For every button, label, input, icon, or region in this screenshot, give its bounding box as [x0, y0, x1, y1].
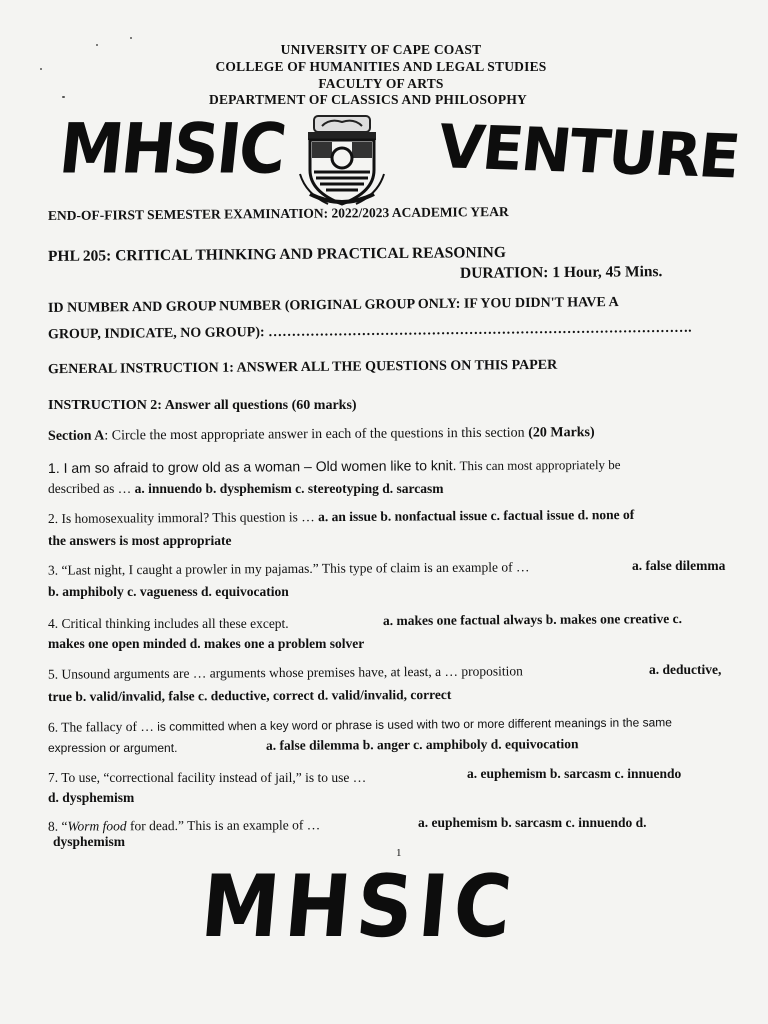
section-a-heading	[48, 425, 595, 445]
question-1-line-1	[48, 456, 621, 477]
watermark-left: MHSIC	[55, 110, 289, 190]
section-a-text: : Circle the most appropriate answer in each of the questions in this section	[104, 425, 529, 444]
question-2-options-2: the answers is most appropriate	[48, 533, 232, 548]
question-6-text-a: 6. The fallacy of …	[47, 718, 158, 735]
question-7-options-2: d. dysphemism	[48, 790, 135, 805]
exam-title: END-OF-FIRST SEMESTER EXAMINATION: 2022/2023 ACADEMIC YEAR	[47, 203, 509, 224]
question-3-option-a: a. false dilemma	[632, 558, 726, 573]
question-8-text-b: for dead.” This is an example of …	[126, 817, 321, 834]
question-1-text: 1. I am so afraid to grow old as a woman – Old women like to knit.	[47, 457, 457, 476]
question-6-line-2	[48, 740, 177, 756]
question-1-text-c: described as …	[48, 481, 135, 496]
section-a-marks: (20 Marks)	[528, 425, 595, 441]
page-number: 1	[396, 847, 402, 859]
question-4-text: 4. Critical thinking includes all these except.	[48, 616, 289, 631]
university-crest-icon	[296, 114, 388, 210]
college-name: COLLEGE OF HUMANITIES AND LEGAL STUDIES	[215, 59, 547, 74]
question-5-option-a: a. deductive,	[649, 662, 722, 677]
department-name: DEPARTMENT OF CLASSICS AND PHILOSOPHY	[209, 92, 527, 107]
question-8-text-a: 8. “	[47, 818, 68, 834]
question-4-options-2: makes one open minded d. makes one a problem solver	[48, 636, 365, 651]
question-8-line-1	[48, 817, 320, 834]
question-5-text: 5. Unsound arguments are … arguments whose premises have, at least, a … proposition	[47, 663, 523, 682]
question-7-text: 7. To use, “correctional facility instead of jail,” is to use …	[48, 770, 367, 785]
question-6-options: a. false dilemma b. anger c. amphiboly d. equivocation	[265, 736, 579, 753]
question-4-options: a. makes one factual always b. makes one creative c.	[382, 610, 683, 629]
faculty-name: FACULTY OF ARTS	[318, 76, 444, 91]
instruction-2: INSTRUCTION 2: Answer all questions (60 marks)	[48, 398, 357, 413]
general-instruction: GENERAL INSTRUCTION 1: ANSWER ALL THE QUESTIONS ON THIS PAPER	[47, 357, 558, 378]
question-8-options-2: dysphemism	[53, 834, 126, 849]
question-6-line-1	[48, 714, 672, 735]
id-number-line-2: GROUP, INDICATE, NO GROUP): ……………………………………………………………………………….	[47, 320, 692, 343]
question-7-options: a. euphemism b. sarcasm c. innuendo	[467, 766, 682, 781]
question-2-options: a. an issue b. nonfactual issue c. factual issue d. none of	[318, 506, 635, 525]
question-2-text: 2. Is homosexuality immoral? This question is …	[47, 509, 319, 527]
exam-duration: DURATION: 1 Hour, 45 Mins.	[459, 263, 663, 282]
question-6-text-b: is committed when a key word or phrase is used with two or more different meanings in the same	[157, 715, 672, 734]
question-1-options: a. innuendo b. dysphemism c. stereotyping d. sarcasm	[134, 481, 444, 496]
question-3-options-2: b. amphiboly c. vagueness d. equivocation	[48, 584, 289, 599]
question-1-line-2	[48, 481, 444, 497]
question-1-text-b: This can most appropriately be	[456, 457, 621, 474]
question-8-options: a. euphemism b. sarcasm c. innuendo d.	[418, 815, 647, 830]
question-5-options-2: true b. valid/invalid, false c. deductive, correct d. valid/invalid, correct	[47, 686, 452, 705]
course-title: PHL 205: CRITICAL THINKING AND PRACTICAL REASONING	[47, 244, 506, 265]
watermark-bottom: MHSIC	[197, 858, 522, 957]
university-name: UNIVERSITY OF CAPE COAST	[280, 42, 482, 57]
question-6-text-c: expression or argument.	[48, 741, 178, 755]
question-3-text: 3. “Last night, I caught a prowler in my pajamas.” This type of claim is an example of …	[47, 559, 530, 578]
id-number-line-1: ID NUMBER AND GROUP NUMBER (ORIGINAL GROUP ONLY: IF YOU DIDN'T HAVE A	[47, 295, 619, 316]
watermark-right: VENTURE	[434, 112, 742, 193]
question-2-line-1	[48, 507, 634, 527]
question-8-italic: Worm food	[67, 818, 127, 834]
section-a-label: Section A	[47, 428, 105, 444]
